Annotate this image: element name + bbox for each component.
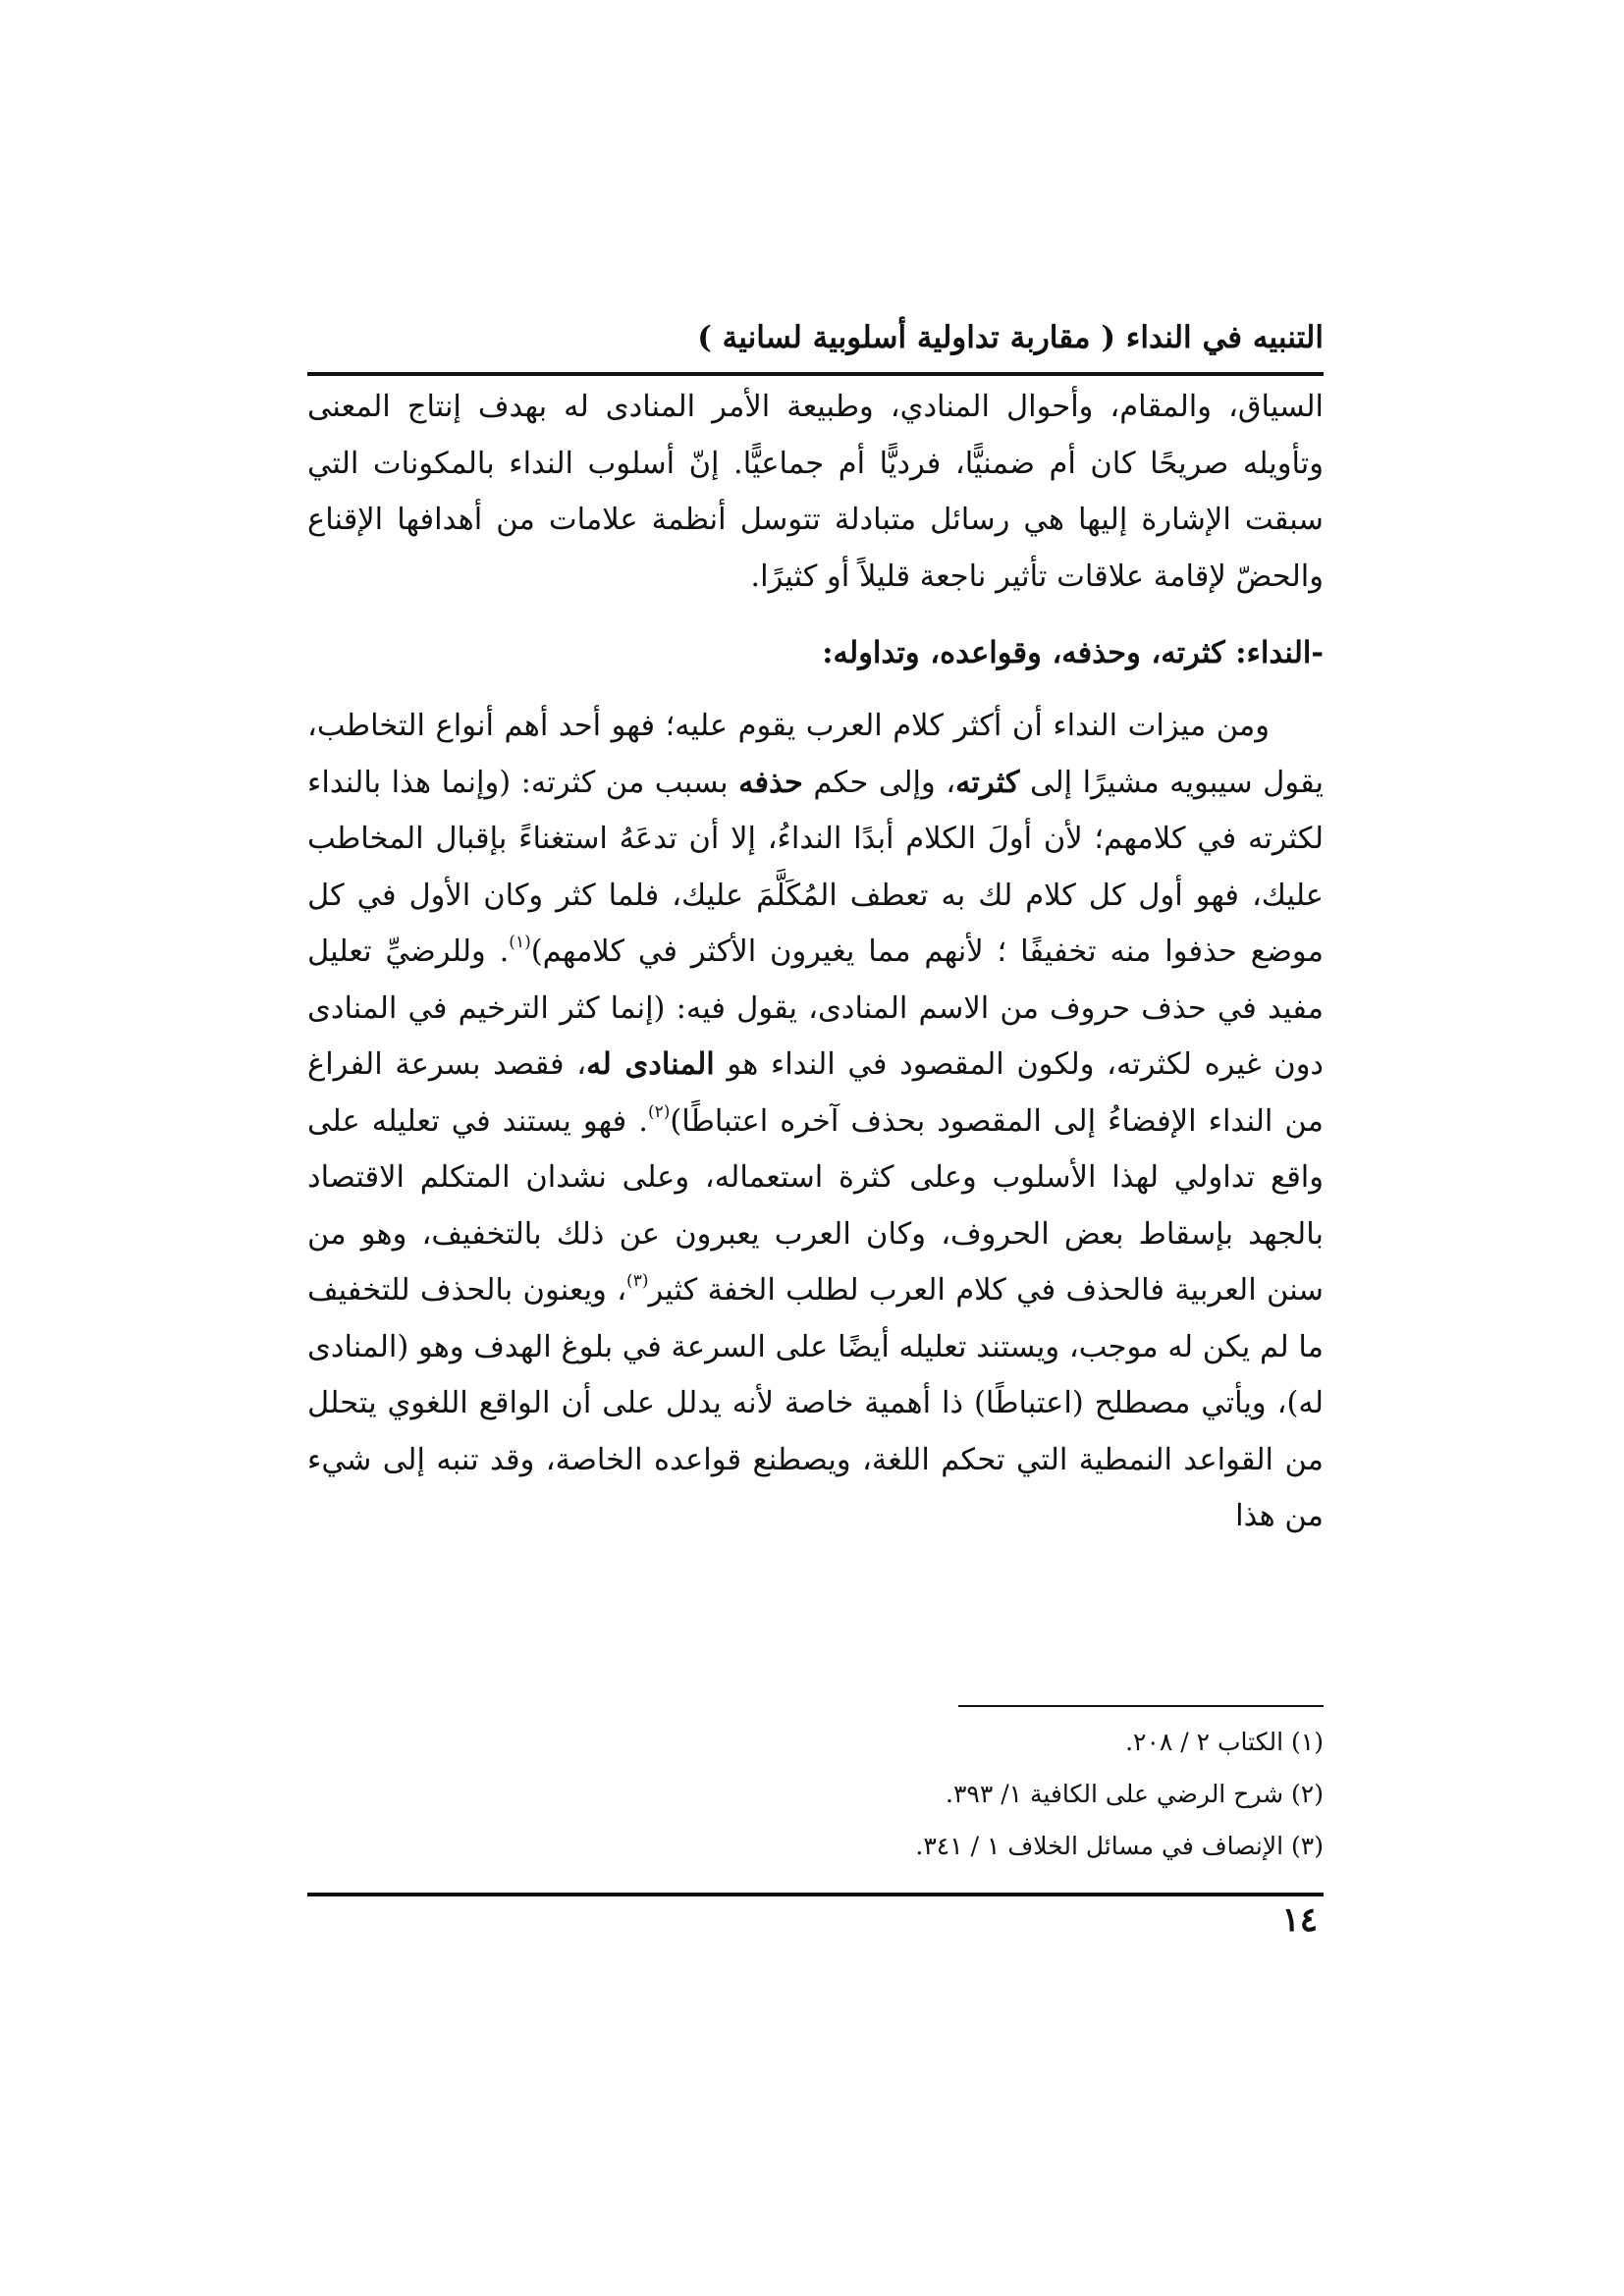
footer-rule [307, 1893, 1324, 1896]
footnote-separator [958, 1705, 1324, 1707]
running-header-title: التنبيه في النداء ( مقاربة تداولية أسلوبية لسانية ) [697, 320, 1324, 355]
footnote-1: (١) الكتاب ٢ / ٢٠٨. [1125, 1728, 1324, 1756]
bold-term-hadhfuh: حذفه [738, 764, 803, 800]
footnote-ref-2[interactable]: (٢) [647, 1101, 671, 1122]
body-text [307, 379, 1324, 1545]
bold-term-kathratuh: كثرته [955, 764, 1020, 800]
text-run: ، فقصد بسرعة الفراغ من النداء الإفضاءُ إلى المقصود بحذف آخره اعتباطًا) [307, 1047, 1324, 1139]
text-run: ، وإلى حكم [802, 765, 956, 800]
text-run: ، ويعنون بالحذف للتخفيف ما لم يكن له موجب، ويستند تعليله أيضًا على السرعة في بلوغ الهدف وهو (المنادى له)، ويأتي مصطلح (اعتباطًا) ذا أهمية خاصة لأنه يدلل على أن الواقع اللغوي يتحلل من القواعد النمطية التي تحكم اللغة، ويصطنع قواعده الخاصة، وقد تنبه إلى شيء من هذا [307, 1273, 1324, 1533]
text-run: ومن ميزات النداء أن أكثر كلام العرب يقوم عليه؛ فهو أحد أهم أنواع التخاطب، يقول سيبويه مشيرًا إلى [307, 709, 1324, 800]
section-heading: -النداء: كثرته، وحذفه، وقواعده، وتداوله: [822, 635, 1324, 670]
paragraph-2 [307, 698, 1324, 1545]
text-run: بسبب من كثرته: (وإنما هذا بالنداء لكثرته في كلامهم؛ لأن أولَ الكلام أبدًا النداءُ، إلا أن تدعَهُ استغناءً بإقبال المخاطب عليك، فهو أول كل كلام لك به تعطف المُكَلَّمَ عليك، فلما كثر وكان الأول في كل موضع حذفوا منه تخفيفًا ؛ لأنهم مما يغيرون الأكثر في كلامهم) [307, 765, 1324, 969]
page-number: ١٤ [1281, 1900, 1318, 1940]
document-page [307, 0, 1324, 2296]
text-run: . فهو يستند في تعليله على واقع تداولي لهذا الأسلوب وعلى كثرة استعماله، وعلى نشدان المتكلم الاقتصاد بالجهد بإسقاط بعض الحروف، وكان العرب يعبرون عن ذلك بالتخفيف، وهو من سنن العربية فالحذف في كلام العرب لطلب الخفة كثير [307, 1103, 1324, 1308]
text-run: . وللرضيِّ تعليل مفيد في حذف حروف من الاسم المنادى، يقول فيه: (إنما كثر الترخيم في المنادى دون غيره لكثرته، ولكون المقصود في النداء هو [307, 934, 1325, 1082]
footnote-2: (٢) شرح الرضي على الكافية ١/ ٣٩٣. [946, 1780, 1324, 1808]
footnote-ref-3[interactable]: (٣) [626, 1271, 649, 1291]
header-rule [307, 372, 1324, 376]
bold-term-munada-lahu: المنادى له [586, 1046, 715, 1082]
footnote-3: (٣) الإنصاف في مسائل الخلاف ١ / ٣٤١. [915, 1832, 1324, 1860]
paragraph-1: السياق، والمقام، وأحوال المنادي، وطبيعة الأمر المنادى له بهدف إنتاج المعنى وتأويله صريحًا كان أم ضمنيًّا، فرديًّا أم جماعيًّا. إنّ أسلوب النداء بالمكونات التي سبقت الإشارة إليها هي رسائل متبادلة تتوسل أنظمة علامات من أهدافها الإقناع والحضّ لإقامة علاقات تأثير ناجعة قليلاً أو كثيرًا. [307, 390, 1324, 594]
footnote-ref-1[interactable]: (١) [509, 933, 531, 952]
footnotes [307, 1716, 1324, 1872]
